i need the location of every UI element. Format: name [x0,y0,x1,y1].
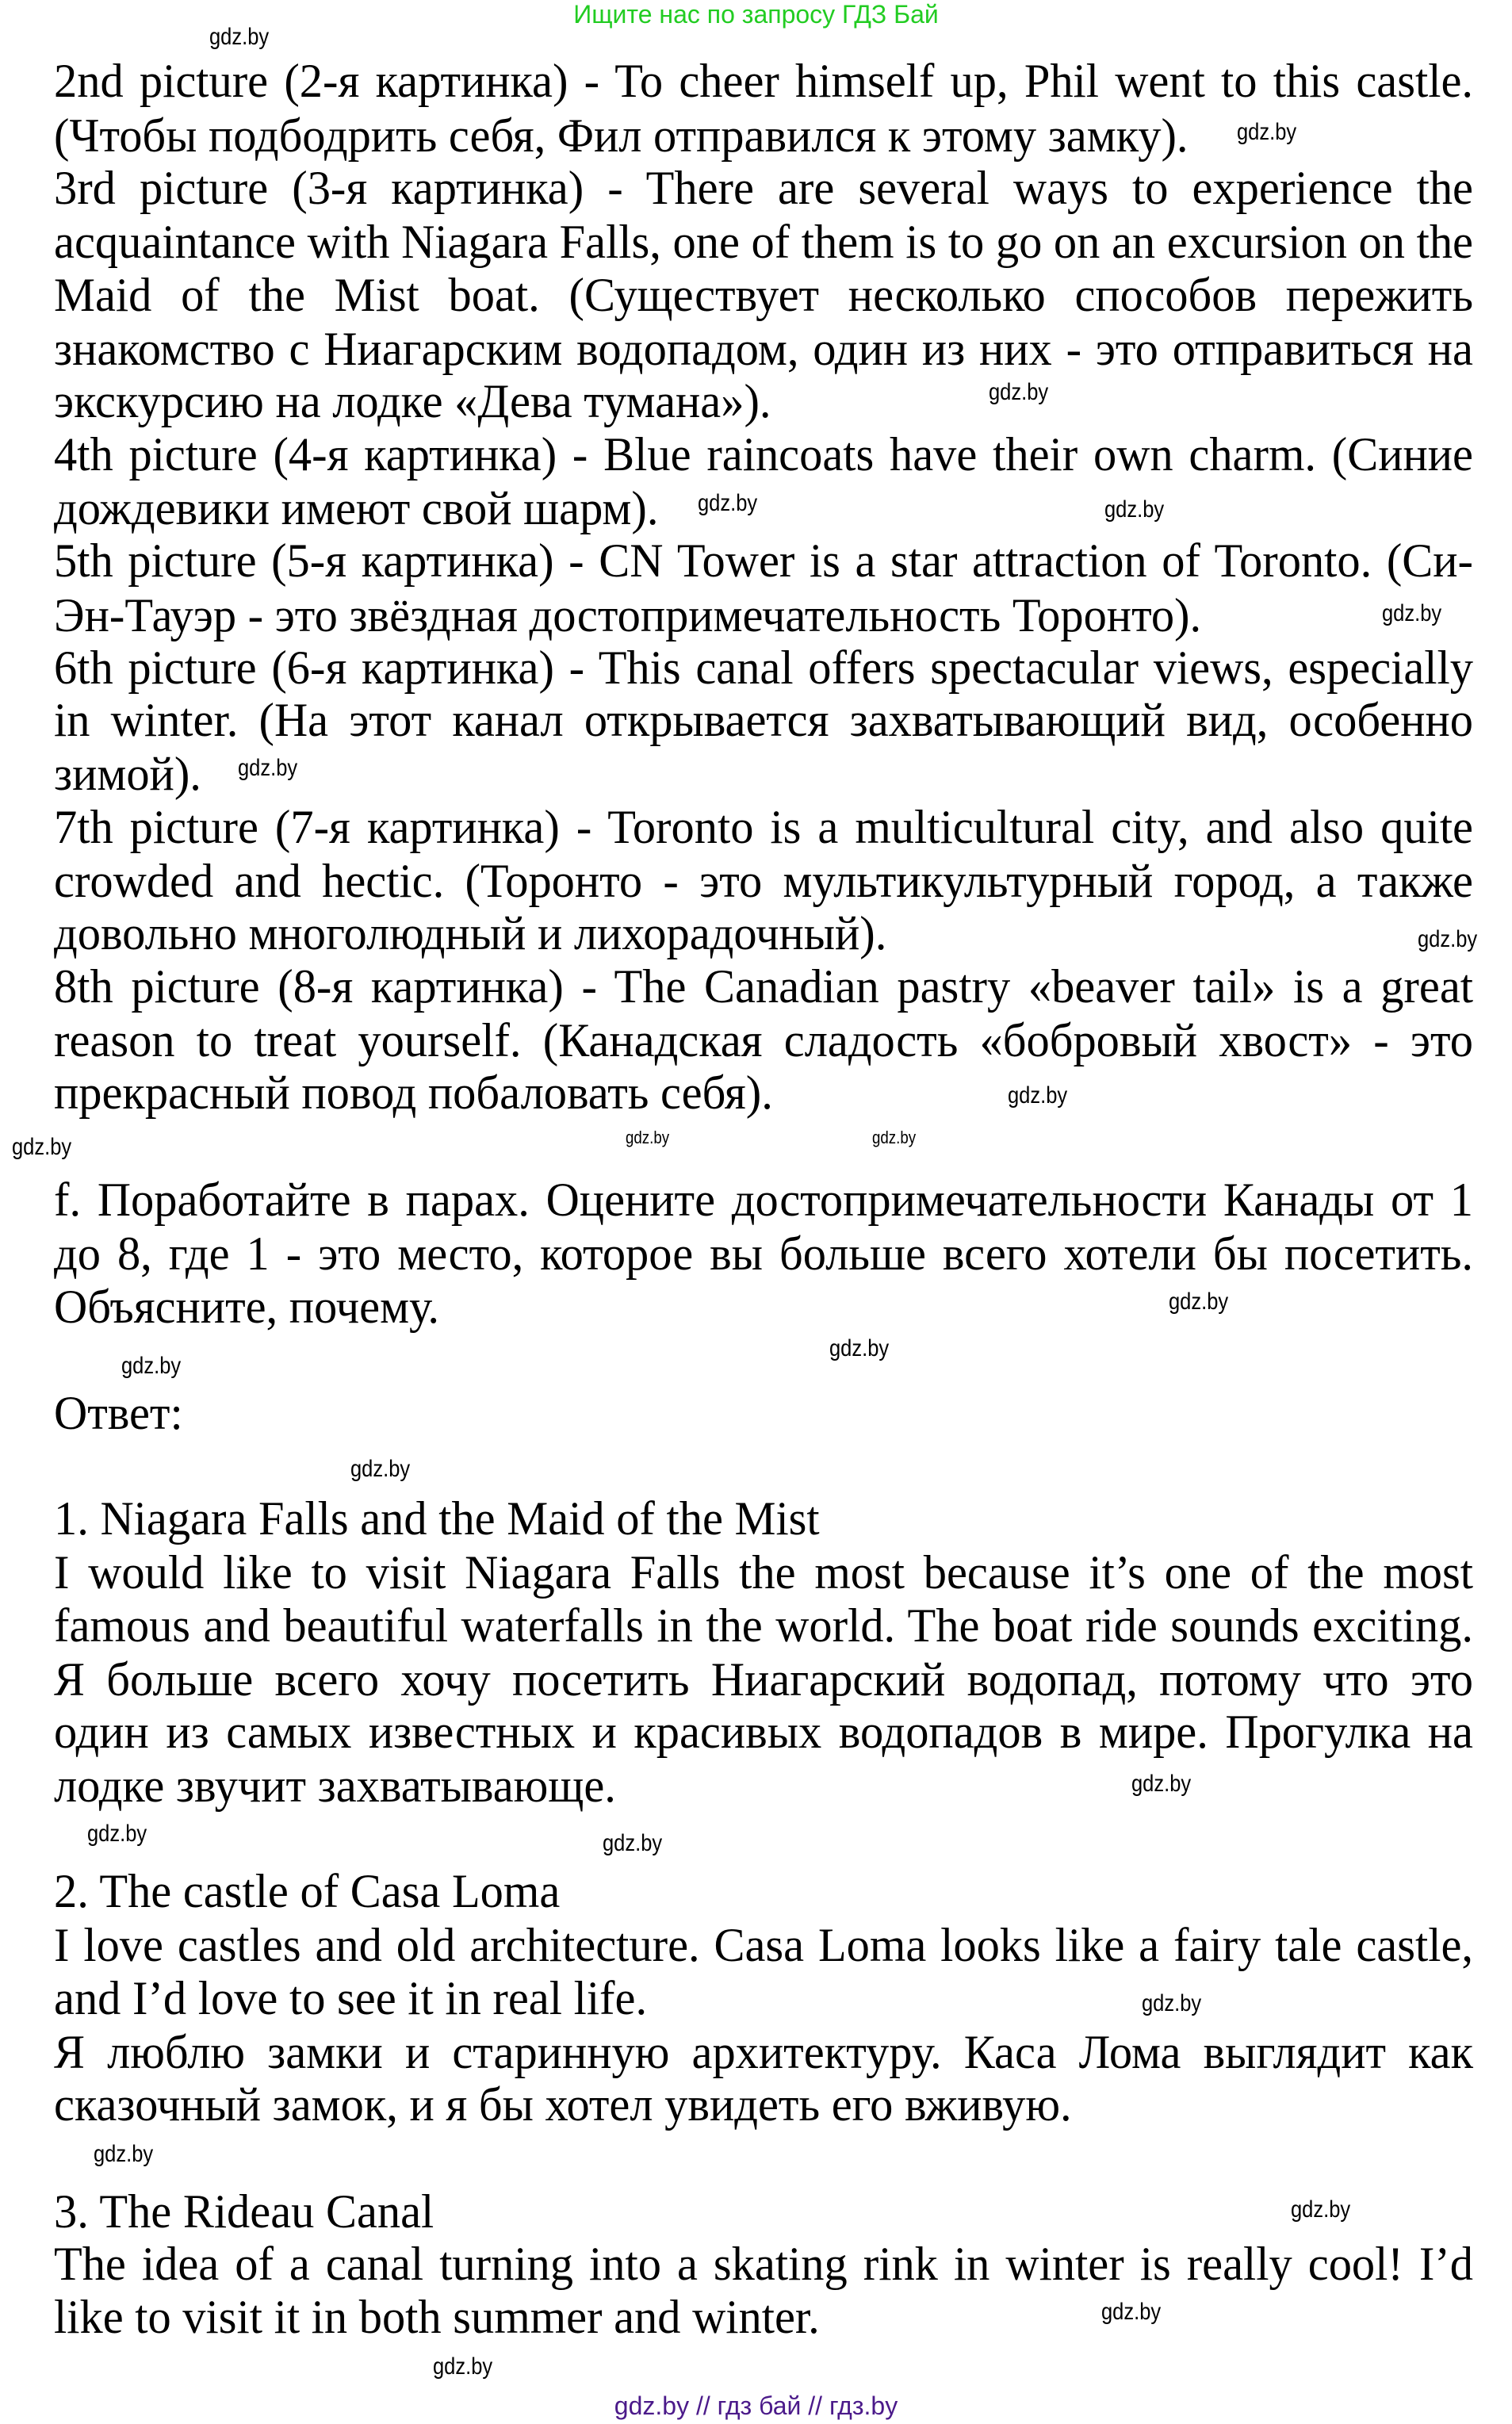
text-line: crowded and hectic. (Торонто - это мультикультурный город, а также [54,855,1473,907]
search-banner: Ищите нас по запросу ГДЗ Бай [573,0,939,29]
text-line: знакомство с Ниагарским водопадом, один из них - это отправиться на [54,323,1473,375]
text-line: 3rd picture (3-я картинка) - There are several ways to experience the [54,162,1473,214]
text-line: like to visit it in both summer and winter. [54,2291,820,2343]
watermark: gdz.by [1169,1289,1229,1315]
text-line: довольно многолюдный и лихорадочный). [54,907,887,959]
watermark: gdz.by [238,755,298,781]
watermark: gdz.by [829,1335,890,1361]
text-line: 6th picture (6-я картинка) - This canal offers spectacular views, especially [54,641,1473,694]
text-line: reason to treat yourself. (Канадская сладость «бобровый хвост» - это [54,1014,1473,1066]
watermark: gdz.by [1131,1771,1192,1797]
text-line: Maid of the Mist boat. (Существует несколько способов пережить [54,269,1473,321]
text-line: 8th picture (8-я картинка) - The Canadian pastry «beaver tail» is a great [54,960,1473,1013]
text-line: I would like to visit Niagara Falls the most because it’s one of the most [54,1546,1473,1599]
answer-item-title: 2. The castle of Casa Loma [54,1865,561,1917]
text-line: I love castles and old architecture. Casa Loma looks like a fairy tale castle, [54,1919,1473,1971]
task-line: до 8, где 1 - это место, которое вы больше всего хотели бы посетить. [54,1227,1473,1280]
task-line: Объясните, почему. [54,1281,440,1333]
text-line: 2nd picture (2-я картинка) - To cheer himself up, Phil went to this castle. [54,55,1473,107]
watermark: gdz.by [1418,926,1478,952]
text-line: лодке звучит захватывающе. [54,1760,616,1812]
text-line: acquaintance with Niagara Falls, one of them is to go on an excursion on the [54,216,1473,268]
text-line: прекрасный повод побаловать себя). [54,1066,773,1119]
text-line: famous and beautiful waterfalls in the world. The boat ride sounds exciting. [54,1599,1473,1652]
footer-links: gdz.by // гдз бай // гдз.by [614,2391,898,2420]
text-line: зимой). [54,748,201,800]
text-line: Эн-Тауэр - это звёздная достопримечательность Торонто). [54,589,1202,641]
text-line: 7th picture (7-я картинка) - Toronto is a multicultural city, and also quite [54,801,1473,853]
watermark: gdz.by [94,2141,154,2167]
watermark: gdz.by [1382,600,1442,626]
text-line: in winter. (На этот канал открывается захватывающий вид, особенно [54,694,1473,746]
text-line: Я больше всего хочу посетить Ниагарский водопад, потому что это [54,1653,1473,1706]
watermark: gdz.by [87,1821,147,1847]
answer-item-title: 1. Niagara Falls and the Maid of the Mist [54,1492,820,1545]
text-line: 5th picture (5-я картинка) - CN Tower is a star attraction of Toronto. (Си- [54,534,1473,587]
watermark: gdz.by [12,1134,72,1160]
watermark: gdz.by [350,1456,411,1482]
text-line: сказочный замок, и я бы хотел увидеть его вживую. [54,2078,1072,2131]
watermark: gdz.by [209,24,270,50]
watermark: gdz.by [872,1128,917,1147]
answer-item-title: 3. The Rideau Canal [54,2185,434,2238]
task-line: f. Поработайте в парах. Оцените достопримечательности Канады от 1 [54,1174,1473,1226]
watermark: gdz.by [626,1128,670,1147]
text-line: The idea of a canal turning into a skating rink in winter is really cool! I’d [54,2238,1473,2290]
text-line: and I’d love to see it in real life. [54,1972,648,2024]
watermark: gdz.by [1101,2299,1162,2325]
watermark: gdz.by [433,2353,493,2380]
watermark: gdz.by [1008,1082,1068,1109]
watermark: gdz.by [1291,2196,1351,2223]
text-line: дождевики имеют свой шарм). [54,482,659,534]
text-line: Я люблю замки и старинную архитектуру. Каса Лома выглядит как [54,2026,1473,2078]
text-line: 4th picture (4-я картинка) - Blue raincoats have their own charm. (Синие [54,428,1473,481]
text-line: один из самых известных и красивых водопадов в мире. Прогулка на [54,1706,1473,1758]
watermark: gdz.by [603,1830,663,1856]
watermark: gdz.by [989,379,1049,405]
watermark: gdz.by [1104,496,1165,523]
watermark: gdz.by [121,1353,182,1379]
watermark: gdz.by [1237,119,1297,145]
watermark: gdz.by [1142,1990,1202,2016]
watermark: gdz.by [698,490,758,516]
text-line: экскурсию на лодке «Дева тумана»). [54,375,771,427]
answer-heading: Ответ: [54,1387,183,1439]
text-line: (Чтобы подбодрить себя, Фил отправился к этому замку). [54,109,1189,162]
